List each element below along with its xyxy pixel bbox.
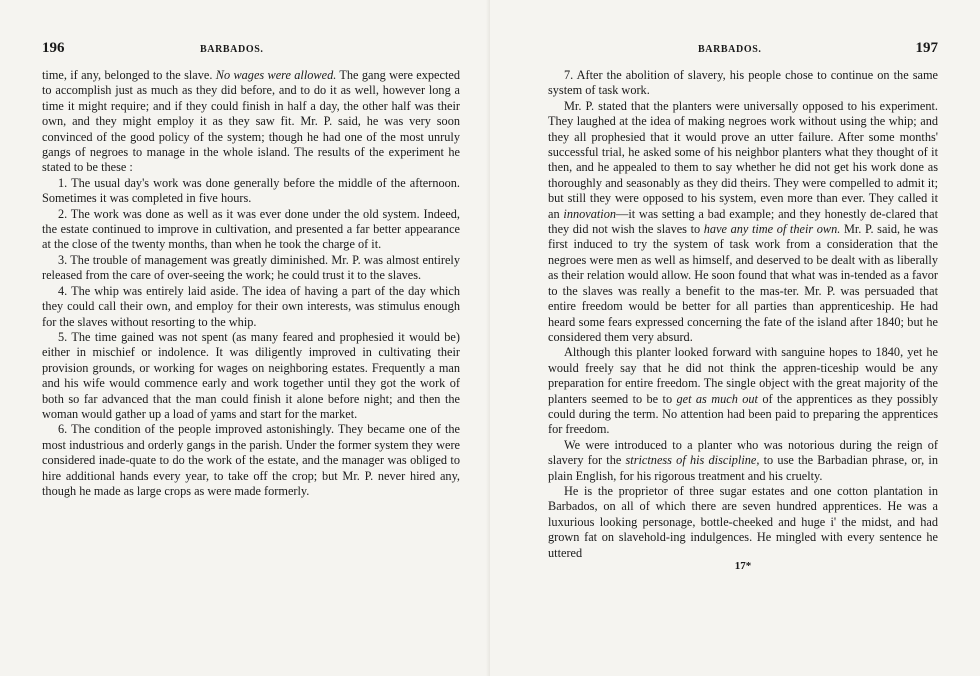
paragraph bbox=[548, 345, 938, 437]
text-run: 1. The usual day's work was done generally before the middle of the afternoon. Sometimes it was completed in five hours. bbox=[42, 175, 460, 206]
left-page-header bbox=[42, 40, 460, 62]
text-run: Although this planter looked forward with sanguine hopes to 1840, yet he would freely say that he did not think the appren-ticeship would be any preparation for entire freedom. The single object with the great majority of the planters seemed to be to bbox=[548, 345, 938, 406]
right-running-head: BARBADOS. bbox=[698, 44, 762, 55]
text-run: We were introduced to a planter who was notorious during the reign of slavery for the bbox=[548, 437, 938, 468]
paragraph bbox=[42, 422, 460, 499]
text-run: 4. The whip was entirely laid aside. The idea of having a part of the day which they could call their own, and employ for their own interests, was stimulus enough for the slaves without resorting to the whip. bbox=[42, 283, 460, 329]
paragraph bbox=[548, 68, 938, 99]
text-run: Mr. P. said, he was first induced to try the system of task work from a consideration that the negroes were men as well as himself, and deserved to be dealt with as liberally as their relation would allow. He soon found that what was in-tended as a favor to the slaves was really a benefit to the mas-ter. Mr. P. was persuaded that entire freedom would be better for all parties than apprenticeship. He had heard some fears expressed concerning the fate of the island after 1840; but he considered them very absurd. bbox=[548, 222, 938, 344]
text-run: to use the Barbadian phrase, or, in plain English, for his rigorous treatment and his cruelty. bbox=[548, 453, 938, 483]
paragraph bbox=[548, 99, 938, 346]
text-run: He is the proprietor of three sugar estates and one cotton plantation in Barbados, on all of which there are seven hundred apprentices. He was a luxurious looking personage, bottle-cheeked and huge i' the midst, and had grown fat on slavehold-ing indulgences. He mingled with every sentence he uttered bbox=[548, 483, 938, 560]
text-run: of the apprentices as they possibly could during the term. No attention had been paid to preparing the apprentices for freedom. bbox=[548, 391, 939, 437]
italic-text: have any time of their own. bbox=[703, 222, 841, 237]
italic-text: strictness of his discipline, bbox=[625, 453, 760, 468]
left-page-number: 196 bbox=[42, 40, 65, 56]
text-run: time, if any, belonged to the slave. bbox=[42, 68, 216, 82]
text-run: Mr. P. stated that the planters were universally opposed to his experiment. They laughed at the idea of making negroes work without using the whip; and they all prophesied that it would prove an utter failure. After some months' successful trial, he asked some of his neighbor planters what they thought of it then, and he appealed to them to say whether he did not get his work done as thoroughly and seasonably as they did theirs. They were compelled to admit it; but still they were opposed to his system, even more than ever. They called it an bbox=[548, 98, 938, 221]
text-run: 6. The condition of the people improved astonishingly. They became one of the most industrious and orderly gangs in the parish. Under the former system they were considered inade-quate to do the work of the estate, and the manager was obliged to hire additional hands every year, to take off the crop; but Mr. P. never hired any, though he made as large crops as were made formerly. bbox=[42, 422, 460, 498]
text-run: 3. The trouble of management was greatly diminished. Mr. P. was almost entirely released from the care of over-seeing the work; he could trust it to the slaves. bbox=[42, 252, 460, 283]
text-run: 7. After the abolition of slavery, his people chose to continue on the same system of task work. bbox=[548, 68, 938, 98]
paragraph bbox=[42, 207, 460, 253]
right-page bbox=[490, 0, 980, 676]
paragraph bbox=[42, 284, 460, 330]
left-page-body bbox=[42, 68, 460, 499]
paragraph bbox=[42, 68, 460, 176]
paragraph bbox=[548, 438, 938, 484]
text-run: The gang were expected to accomplish just as much as they did before, and to do it as well, however long a time it might require; and if they could finish in half a day, the other half was their own, and they might employ it as they saw fit. Mr. P. said, he was very soon convinced of the good policy of the system; though he had one of the most unruly gangs of negroes to manage in the whole island. The results of the experiment he stated to be these : bbox=[42, 68, 460, 175]
paragraph bbox=[42, 176, 460, 207]
left-running-head: BARBADOS. bbox=[200, 44, 264, 55]
text-run: —it was setting a bad example; and they honestly de-clared that they did not wish the slaves to bbox=[548, 206, 938, 237]
paragraph bbox=[42, 253, 460, 284]
paragraph bbox=[548, 484, 938, 561]
italic-text: No wages were allowed. bbox=[215, 68, 337, 82]
right-page-number: 197 bbox=[915, 40, 938, 56]
text-run: 2. The work was done as well as it was ever done under the old system. Indeed, the estate continued to improve in cultivation, and presented a far better appearance at the close of the twenty months, than when he took the charge of it. bbox=[42, 206, 460, 252]
paragraph bbox=[42, 330, 460, 422]
right-page-header bbox=[548, 40, 938, 62]
signature-mark: 17* bbox=[734, 560, 752, 572]
text-run: 5. The time gained was not spent (as many feared and prophesied it would be) either in mischief or indolence. It was diligently improved in cultivating their provision grounds, or working for wages on neighboring estates. Frequently a man and his wife would commence early and work together until they got the work of both so far advanced that the man could finish it alone before night; and then the woman would gather up a load of yams and start for the market. bbox=[42, 329, 460, 421]
italic-text: innovation bbox=[563, 206, 617, 221]
italic-text: get as much out bbox=[676, 391, 758, 406]
right-page-body bbox=[548, 68, 938, 561]
